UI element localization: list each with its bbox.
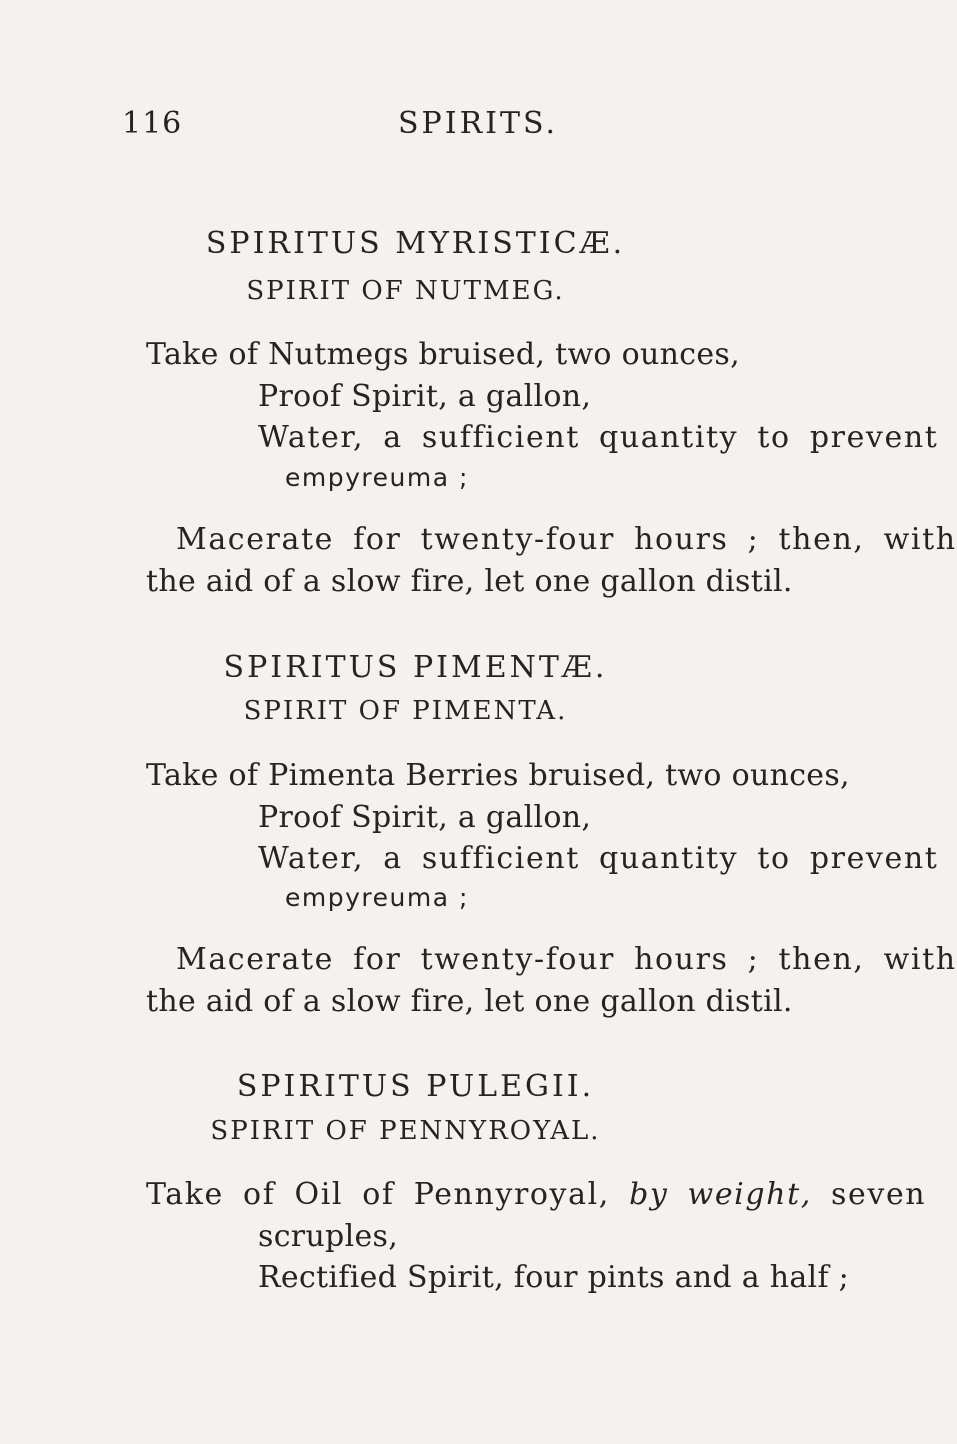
recipe-line: Take of Pimenta Berries bruised, two ounces, xyxy=(146,758,850,793)
recipe-line: Take of Nutmegs bruised, two ounces, xyxy=(146,337,740,372)
section-english-title: SPIRIT OF NUTMEG. xyxy=(246,276,565,306)
recipe-line xyxy=(146,1177,926,1212)
section-english-title: SPIRIT OF PENNYROYAL. xyxy=(210,1116,601,1146)
directions-line: the aid of a slow fire, let one gallon distil. xyxy=(146,564,793,599)
page-header xyxy=(0,106,801,146)
section-latin-title: SPIRITUS PULEGII. xyxy=(236,1069,595,1104)
recipe-line: Proof Spirit, a gallon, xyxy=(258,379,592,414)
directions-line: Macerate for twenty-four hours ; then, with xyxy=(176,522,957,557)
recipe-line: Rectified Spirit, four pints and a half ; xyxy=(258,1260,850,1295)
section-latin-title: SPIRITUS MYRISTICÆ. xyxy=(205,226,626,261)
directions-line: Macerate for twenty-four hours ; then, with xyxy=(176,942,957,977)
section-english-title: SPIRIT OF PIMENTA. xyxy=(243,696,568,726)
recipe-text: seven xyxy=(831,1177,927,1212)
recipe-line: Water, a sufficient quantity to prevent xyxy=(258,841,939,876)
recipe-line: scruples, xyxy=(258,1219,399,1254)
recipe-line: Water, a sufficient quantity to prevent xyxy=(258,420,939,455)
recipe-line: empyreuma ; xyxy=(285,463,469,492)
recipe-line: empyreuma ; xyxy=(285,883,469,912)
page-number: 116 xyxy=(122,106,183,141)
recipe-line: Proof Spirit, a gallon, xyxy=(258,800,592,835)
recipe-text: Take of Oil of Pennyroyal, xyxy=(146,1177,610,1212)
running-head: SPIRITS. xyxy=(398,106,559,141)
section-latin-title: SPIRITUS PIMENTÆ. xyxy=(223,650,608,685)
recipe-italic-text: by weight, xyxy=(629,1177,812,1212)
directions-line: the aid of a slow fire, let one gallon distil. xyxy=(146,984,793,1019)
